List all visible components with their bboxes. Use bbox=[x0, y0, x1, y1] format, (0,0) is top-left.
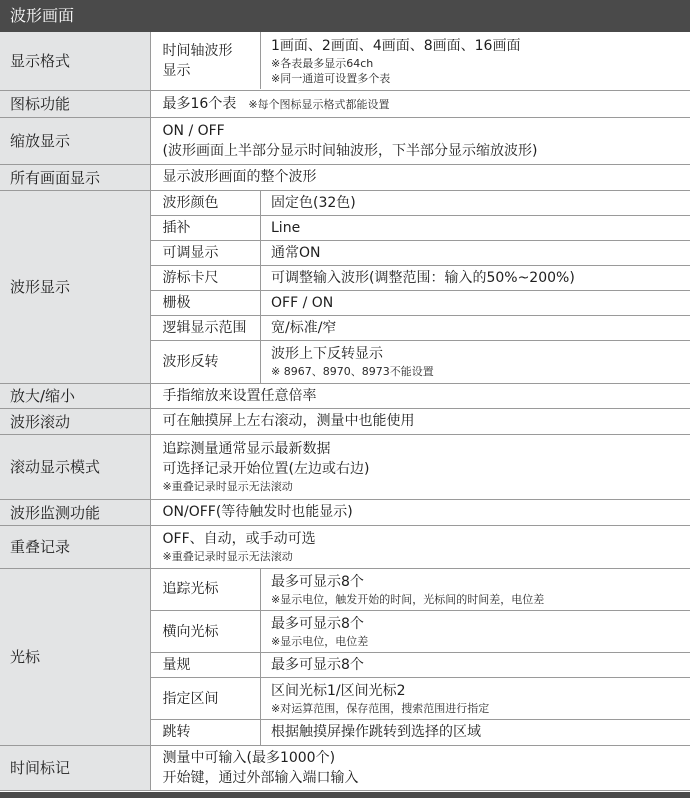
sub-value: 通常ON bbox=[261, 241, 690, 266]
spec-row-zoom-in-out bbox=[0, 383, 690, 408]
row-label: 光标 bbox=[0, 568, 150, 745]
sub-value: 区间光标1/区间光标2 ※对运算范围，保存范围，搜索范围进行指定 bbox=[261, 678, 690, 720]
note-text: ※显示电位，电位差 bbox=[271, 635, 369, 648]
footer-bar bbox=[0, 792, 690, 798]
row-label: 波形监测功能 bbox=[0, 499, 150, 525]
row-value: 最多16个表 ※每个图标显示格式都能设置 bbox=[150, 90, 690, 117]
sub-label: 可调显示 bbox=[151, 241, 261, 266]
spec-row-time-mark bbox=[0, 745, 690, 790]
sub-value: 最多可显示8个 ※显示电位，电位差 bbox=[261, 611, 690, 653]
note-text: ※同一通道可设置多个表 bbox=[271, 71, 391, 85]
sub-row bbox=[151, 611, 690, 653]
row-value: 手指缩放来设置任意倍率 bbox=[150, 383, 690, 408]
note-text: ※对运算范围，保存范围，搜索范围进行指定 bbox=[271, 702, 490, 715]
row-value: ON / OFF (波形画面上半部分显示时间轴波形，下半部分显示缩放波形) bbox=[150, 117, 690, 164]
sub-row bbox=[151, 341, 690, 383]
note-text: ※显示电位，触发开始的时间，光标间的时间差，电位差 bbox=[271, 592, 545, 606]
sub-label: 波形反转 bbox=[151, 341, 261, 383]
sub-row bbox=[151, 191, 690, 216]
row-value: ON/OFF(等待触发时也能显示) bbox=[150, 499, 690, 525]
row-value: 显示波形画面的整个波形 bbox=[150, 164, 690, 190]
note-text: ※重叠记录时显示无法滚动 bbox=[162, 480, 293, 493]
spec-row-cursor bbox=[0, 568, 690, 745]
spec-row-monitor bbox=[0, 499, 690, 525]
row-label: 重叠记录 bbox=[0, 525, 150, 568]
row-value: 测量中可输入(最多1000个) 开始键，通过外部输入端口输入 bbox=[150, 745, 690, 790]
sub-label: 栅极 bbox=[151, 291, 261, 316]
sub-label: 量规 bbox=[151, 653, 261, 678]
spec-row-display-format bbox=[0, 32, 690, 90]
spec-row-icon bbox=[0, 90, 690, 117]
note-text: ※各表最多显示64ch bbox=[271, 56, 374, 70]
sub-row bbox=[151, 216, 690, 241]
row-label: 波形滚动 bbox=[0, 408, 150, 434]
row-label: 所有画面显示 bbox=[0, 164, 150, 190]
sub-label: 波形颜色 bbox=[151, 191, 261, 216]
spec-row-zoom bbox=[0, 117, 690, 164]
sub-label: 插补 bbox=[151, 216, 261, 241]
row-label: 放大/缩小 bbox=[0, 383, 150, 408]
sub-row bbox=[151, 266, 690, 291]
sub-value: 最多可显示8个 bbox=[261, 653, 690, 678]
sub-row bbox=[151, 678, 690, 720]
row-value: 可在触摸屏上左右滚动，测量中也能使用 bbox=[150, 408, 690, 434]
sub-value: 固定色(32色) bbox=[261, 191, 690, 216]
row-label: 滚动显示模式 bbox=[0, 434, 150, 499]
sub-row bbox=[151, 291, 690, 316]
spec-row-scroll-mode bbox=[0, 434, 690, 499]
sub-value: 波形上下反转显示 ※ 8967、8970、8973不能设置 bbox=[261, 341, 690, 383]
spec-row-all-screen bbox=[0, 164, 690, 190]
sub-value: 可调整输入波形(调整范围：输入的50%~200%) bbox=[261, 266, 690, 291]
sub-label: 跳转 bbox=[151, 720, 261, 745]
spec-row-overlay bbox=[0, 525, 690, 568]
sub-row bbox=[151, 653, 690, 678]
row-label: 图标功能 bbox=[0, 90, 150, 117]
sub-value: 最多可显示8个 ※显示电位，触发开始的时间，光标间的时间差，电位差 bbox=[261, 569, 690, 611]
sub-label: 逻辑显示范围 bbox=[151, 316, 261, 341]
sub-label: 游标卡尺 bbox=[151, 266, 261, 291]
row-label: 显示格式 bbox=[0, 32, 150, 90]
sub-value: OFF / ON bbox=[261, 291, 690, 316]
row-value: OFF、自动，或手动可选 ※重叠记录时显示无法滚动 bbox=[150, 525, 690, 568]
note-text: ※重叠记录时显示无法滚动 bbox=[162, 550, 293, 563]
spec-table bbox=[0, 32, 690, 791]
section-title: 波形画面 bbox=[0, 0, 690, 32]
spec-row-waveform bbox=[0, 190, 690, 383]
sub-label: 指定区间 bbox=[151, 678, 261, 720]
sub-value: 1画面、2画面、4画面、8画面、16画面 ※各表最多显示64ch ※同一通道可设置多个表 bbox=[261, 32, 690, 89]
sub-label: 时间轴波形 显示 bbox=[151, 32, 261, 89]
note-text: ※每个图标显示格式都能设置 bbox=[248, 97, 390, 111]
sub-row bbox=[151, 569, 690, 611]
sub-label: 横向光标 bbox=[151, 611, 261, 653]
sub-value: Line bbox=[261, 216, 690, 241]
sub-value: 宽/标准/窄 bbox=[261, 316, 690, 341]
sub-row bbox=[151, 720, 690, 745]
sub-row bbox=[151, 316, 690, 341]
row-label: 时间标记 bbox=[0, 745, 150, 790]
row-value: 追踪测量通常显示最新数据 可选择记录开始位置(左边或右边) ※重叠记录时显示无法滚动 bbox=[150, 434, 690, 499]
sub-value: 根据触摸屏操作跳转到选择的区域 bbox=[271, 724, 481, 741]
sub-label: 追踪光标 bbox=[151, 569, 261, 611]
row-label: 缩放显示 bbox=[0, 117, 150, 164]
sub-row bbox=[151, 241, 690, 266]
spec-row-scroll bbox=[0, 408, 690, 434]
note-text: ※ 8967、8970、8973不能设置 bbox=[271, 365, 434, 379]
row-label: 波形显示 bbox=[0, 190, 150, 383]
